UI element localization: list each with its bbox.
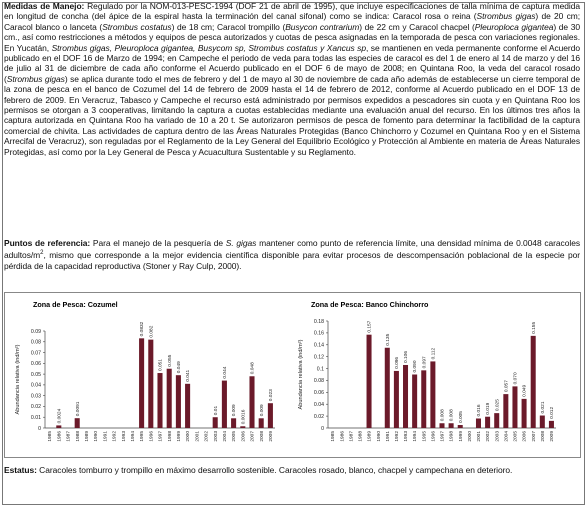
y-tick-label: 0.07 <box>30 350 41 357</box>
bar <box>430 361 435 428</box>
data-label: 0.157 <box>367 320 373 333</box>
bar <box>259 418 264 428</box>
x-tick-label: 1999 <box>458 431 464 442</box>
x-tick-label: 2008 <box>259 431 265 442</box>
data-label: 0.055 <box>167 354 173 367</box>
bar <box>185 384 190 428</box>
bar <box>213 417 218 428</box>
y-tick-label: 0.03 <box>30 393 41 400</box>
x-tick-label: 2000 <box>467 431 473 442</box>
charts-panel <box>4 292 581 458</box>
bar <box>240 426 245 428</box>
bar <box>503 394 508 428</box>
bar <box>367 335 372 428</box>
bar <box>75 418 80 428</box>
x-tick-label: 2008 <box>540 431 546 442</box>
x-tick-label: 2007 <box>250 431 256 442</box>
data-label: 0.096 <box>395 356 400 369</box>
data-label: 0.048 <box>250 362 256 375</box>
medidas-text-segment: ) de 20 cm; Caracol blanco o lanceta ( <box>4 11 581 32</box>
estatus-text: Caracoles tomburro y trompillo en máximo desarrollo sostenible. Caracoles rosado, blanco, chacpel y campechana en deterioro. <box>36 465 513 475</box>
bar <box>449 423 454 428</box>
data-label: 0.051 <box>158 359 164 372</box>
bar <box>56 425 61 428</box>
puntos-text-segment: 2 <box>40 250 44 257</box>
bar <box>412 375 417 429</box>
bar <box>231 418 236 428</box>
data-label: 0.009 <box>259 404 265 417</box>
bar <box>458 425 463 428</box>
medidas-text-segment: ) de 18 cm; Caracol trompillo ( <box>171 21 286 32</box>
y-tick-label: 0.02 <box>313 413 324 420</box>
x-tick-label: 2006 <box>241 431 247 442</box>
data-label: 0.01 <box>213 405 219 416</box>
bar <box>522 399 527 428</box>
x-tick-label: 1993 <box>404 431 410 442</box>
x-tick-label: 1989 <box>367 431 373 442</box>
bar <box>268 403 273 428</box>
data-label: 0.008 <box>440 409 446 422</box>
medidas-text-segment: Strombus gigas <box>6 73 65 84</box>
medidas-text-segment: Pleuroploca gigantea <box>474 21 554 32</box>
x-tick-label: 1991 <box>103 431 109 442</box>
y-tick-label: 0 <box>321 425 324 432</box>
data-label: 0.021 <box>540 401 546 414</box>
bar <box>157 373 162 428</box>
bar <box>439 423 444 428</box>
y-tick-label: 0.06 <box>30 361 41 368</box>
x-tick-label: 1995 <box>140 431 146 442</box>
data-label: 0.049 <box>522 384 528 397</box>
x-tick-label: 1986 <box>340 431 346 442</box>
y-axis-label: Abundancia relativa (ind/m²) <box>15 344 21 415</box>
y-tick-label: 0.08 <box>30 339 41 346</box>
y-tick-label: 0.04 <box>313 402 324 409</box>
x-tick-label: 2000 <box>186 431 192 442</box>
puntos-text-segment: mantener como punto de referencia límite, una densidad mínima de 0.0048 caracoles adultos/m <box>4 238 580 261</box>
bar <box>139 338 144 428</box>
estatus-label: Estatus: <box>4 465 37 475</box>
x-tick-label: 2003 <box>213 431 219 442</box>
bar <box>485 417 490 428</box>
data-label: 0.155 <box>531 321 537 334</box>
x-tick-label: 2001 <box>195 431 201 442</box>
data-label: 0.016 <box>477 404 483 417</box>
bar <box>385 348 390 428</box>
y-tick-label: 0.05 <box>30 371 41 378</box>
puntos-label: Puntos de referencia: <box>4 238 91 248</box>
y-tick-label: 0.12 <box>313 354 324 361</box>
x-tick-label: 2004 <box>223 431 228 442</box>
x-tick-label: 1996 <box>431 431 437 442</box>
bar <box>531 336 536 428</box>
medidas-text-segment: , se mantienen en veda permanente conforme el Acuerdo publicado en el DOF 16 de Marzo de 1994; en Campeche el periodo de veda para todas las especies de caracol es del 1 de enero al 14 de marzo y del 16 de julio al 31 de diciembre de cada año conforme el Acuerdo publicado en el DOF 6 de mayo de 2008; en Quintana Roo, la veda del caracol rosado ( <box>4 42 580 84</box>
puntos-text-segment: S. gigas <box>225 238 257 248</box>
bar <box>222 381 227 428</box>
data-label: 0.019 <box>486 402 492 415</box>
x-tick-label: 2009 <box>550 431 556 442</box>
data-label: 0.057 <box>504 380 510 393</box>
data-label: 0.135 <box>385 333 391 346</box>
y-tick-label: 0.09 <box>30 328 41 335</box>
x-tick-label: 1988 <box>358 431 364 442</box>
x-tick-label: 2002 <box>486 431 492 442</box>
paragraph-medidas-de-manejo <box>4 1 580 157</box>
y-tick-label: 0.14 <box>313 342 324 349</box>
data-label: 0.005 <box>458 411 464 424</box>
x-tick-label: 1994 <box>131 431 136 442</box>
medidas-text-segment: Strombus gigas <box>476 11 536 22</box>
y-tick-label: 0.02 <box>30 404 41 411</box>
bar <box>476 418 481 428</box>
y-tick-label: 0.08 <box>313 378 324 385</box>
medidas-text-segment: ) se aplica durante todo el mes de febrero y del 1 de mayo al 30 de noviembre de cada año además de establecerse un cierre temporal de la zona de pesca en el banco de Cozumel del 14 de febrero de 2009 hasta el 14 de febrero de 2012, conforme al Acuerdo publicado en el DOF 13 de febrero de 2009. En Veracruz, Tabasco y Campeche el recurso está administrado por permisos expedidos a pescadores sin cuota y en Quintana Roo los permisos se otorgan a 3 cooperativas, limitando la captura a cuotas establecidas mediante una evaluación anual del recurso. En los últimos tres años la captura autorizada en Quintana Roo ha variado de 10 a 20 t. Se autorizaron permisos de pesca de fomento para determinar la factibilidad de la captura comercial de chivita. Las actividades de captura dentro de las Áreas Naturales Protegidas (Banco Chinchorro y Cozumel en Quintana Roo y en el Sistema Arrecifal de Veracruz), son reguladas por el Reglamento de la Ley General del Equilibrio Ecológico y Protección al Ambiente en materia de Áreas Naturales Protegidas, así como por la Ley General de Pesca y Acuacultura Sustentable y su Reglamento. <box>4 73 580 157</box>
x-tick-label: 2005 <box>232 431 238 442</box>
bar <box>167 369 172 428</box>
puntos-text-segment: , mismo que corresponde a la mejor evidencia científica disponible para evitar procesos de descompensación poblacional de la especie por pérdida de la capacidad reproductiva (Stoner y Ray Culp, 2000). <box>4 250 580 271</box>
data-label: 0.0091 <box>75 401 81 417</box>
data-label: 0.0016 <box>241 409 247 425</box>
y-tick-label: 0.01 <box>30 415 41 422</box>
data-label: 0.112 <box>431 347 437 360</box>
bar <box>249 376 254 428</box>
x-tick-label: 1990 <box>94 431 100 442</box>
x-tick-label: 2004 <box>504 431 510 442</box>
medidas-text-segment: Strombus gigas, Pleuroploca gigantea, Busycom sp, Strombus costatus y Xancus sp <box>51 42 366 53</box>
x-tick-label: 2003 <box>495 431 501 442</box>
medidas-label: Medidas de Manejo: <box>4 1 85 11</box>
paragraph-estatus <box>4 465 580 475</box>
chart-title: Zona de Pesca: Banco Chinchorro <box>311 300 429 309</box>
bar <box>512 386 517 428</box>
x-tick-label: 2006 <box>522 431 528 442</box>
data-label: 0.070 <box>513 372 519 385</box>
y-axis-label: Abundancia relativa (ind/m²) <box>298 339 304 410</box>
data-label: 0.106 <box>404 350 410 363</box>
y-tick-label: 0.1 <box>316 366 324 373</box>
data-label: 0.049 <box>177 361 182 374</box>
x-tick-label: 1989 <box>85 431 90 442</box>
data-label: 0.082 <box>149 325 155 338</box>
x-tick-label: 1997 <box>158 431 164 442</box>
data-label: 0.041 <box>186 369 192 382</box>
x-tick-label: 1992 <box>395 431 400 442</box>
x-tick-label: 2007 <box>531 431 537 442</box>
x-tick-label: 1998 <box>167 431 173 442</box>
chart-1 <box>298 300 556 442</box>
x-tick-label: 2001 <box>477 431 483 442</box>
data-label: 0.009 <box>232 404 238 417</box>
medidas-text-segment: Regulado por la NOM-013-PESC-1994 (DOF 21 de abril de 1995), que incluye especificaciones de talla mínima de captura medida en longitud de concha (del ápice de la espiral hasta la terminación del canal sifonal) como se indica: Caracol rosa o reina ( <box>4 1 580 22</box>
charts-svg <box>5 293 582 459</box>
y-tick-label: 0 <box>38 425 41 432</box>
chart-title: Zona de Pesca: Cozumel <box>33 300 118 309</box>
x-tick-label: 1994 <box>413 431 419 442</box>
x-tick-label: 1996 <box>149 431 155 442</box>
x-tick-label: 1999 <box>177 431 182 442</box>
puntos-body <box>4 238 580 271</box>
x-tick-label: 2005 <box>513 431 519 442</box>
data-label: 0.0024 <box>57 408 63 424</box>
bar <box>549 421 554 428</box>
medidas-text-segment: Strombus costatus <box>102 21 172 32</box>
bar <box>403 365 408 428</box>
x-tick-label: 1987 <box>349 431 355 442</box>
x-tick-label: 1985 <box>331 431 337 442</box>
x-tick-label: 1986 <box>57 431 63 442</box>
data-label: 0.008 <box>449 409 455 422</box>
puntos-text-segment: Para el manejo de la pesquería de <box>90 238 226 248</box>
bar <box>394 371 399 428</box>
y-tick-label: 0.18 <box>313 318 324 325</box>
bar <box>494 413 499 428</box>
data-label: 0.025 <box>495 399 501 412</box>
medidas-text-segment: Busycon contrarium <box>285 21 360 32</box>
bar <box>421 370 426 428</box>
bar <box>148 340 153 428</box>
paragraph-puntos-de-referencia <box>4 238 580 271</box>
x-tick-label: 1985 <box>48 431 54 442</box>
medidas-body <box>4 1 580 157</box>
data-label: 0.090 <box>413 360 419 373</box>
y-tick-label: 0.16 <box>313 330 324 337</box>
y-tick-label: 0.06 <box>313 390 324 397</box>
chart-0 <box>15 300 275 442</box>
bar <box>540 416 545 428</box>
bar <box>176 375 181 428</box>
x-tick-label: 1987 <box>66 431 72 442</box>
data-label: 0.023 <box>269 389 274 402</box>
x-tick-label: 1988 <box>75 431 81 442</box>
medidas-text-segment: ) de 22 cm y Caracol chacpel ( <box>359 21 475 32</box>
x-tick-label: 1998 <box>449 431 455 442</box>
medidas-text-segment: ) de 30 cm., así como restricciones a métodos y equipos de pesca autorizados y cuotas de pesca asignadas en la temporada de pesca con variaciones regionales. En Yucatán, <box>4 21 581 53</box>
data-label: 0.0832 <box>140 321 146 337</box>
x-tick-label: 1993 <box>121 431 127 442</box>
x-tick-label: 2002 <box>204 431 210 442</box>
data-label: 0.012 <box>550 406 556 419</box>
x-tick-label: 1995 <box>422 431 428 442</box>
x-tick-label: 2009 <box>269 431 274 442</box>
y-tick-label: 0.04 <box>30 382 41 389</box>
x-tick-label: 1990 <box>376 431 382 442</box>
x-tick-label: 1991 <box>385 431 391 442</box>
x-tick-label: 1997 <box>440 431 446 442</box>
x-tick-label: 1992 <box>112 431 118 442</box>
data-label: 0.097 <box>422 356 428 369</box>
data-label: 0.044 <box>223 366 228 379</box>
